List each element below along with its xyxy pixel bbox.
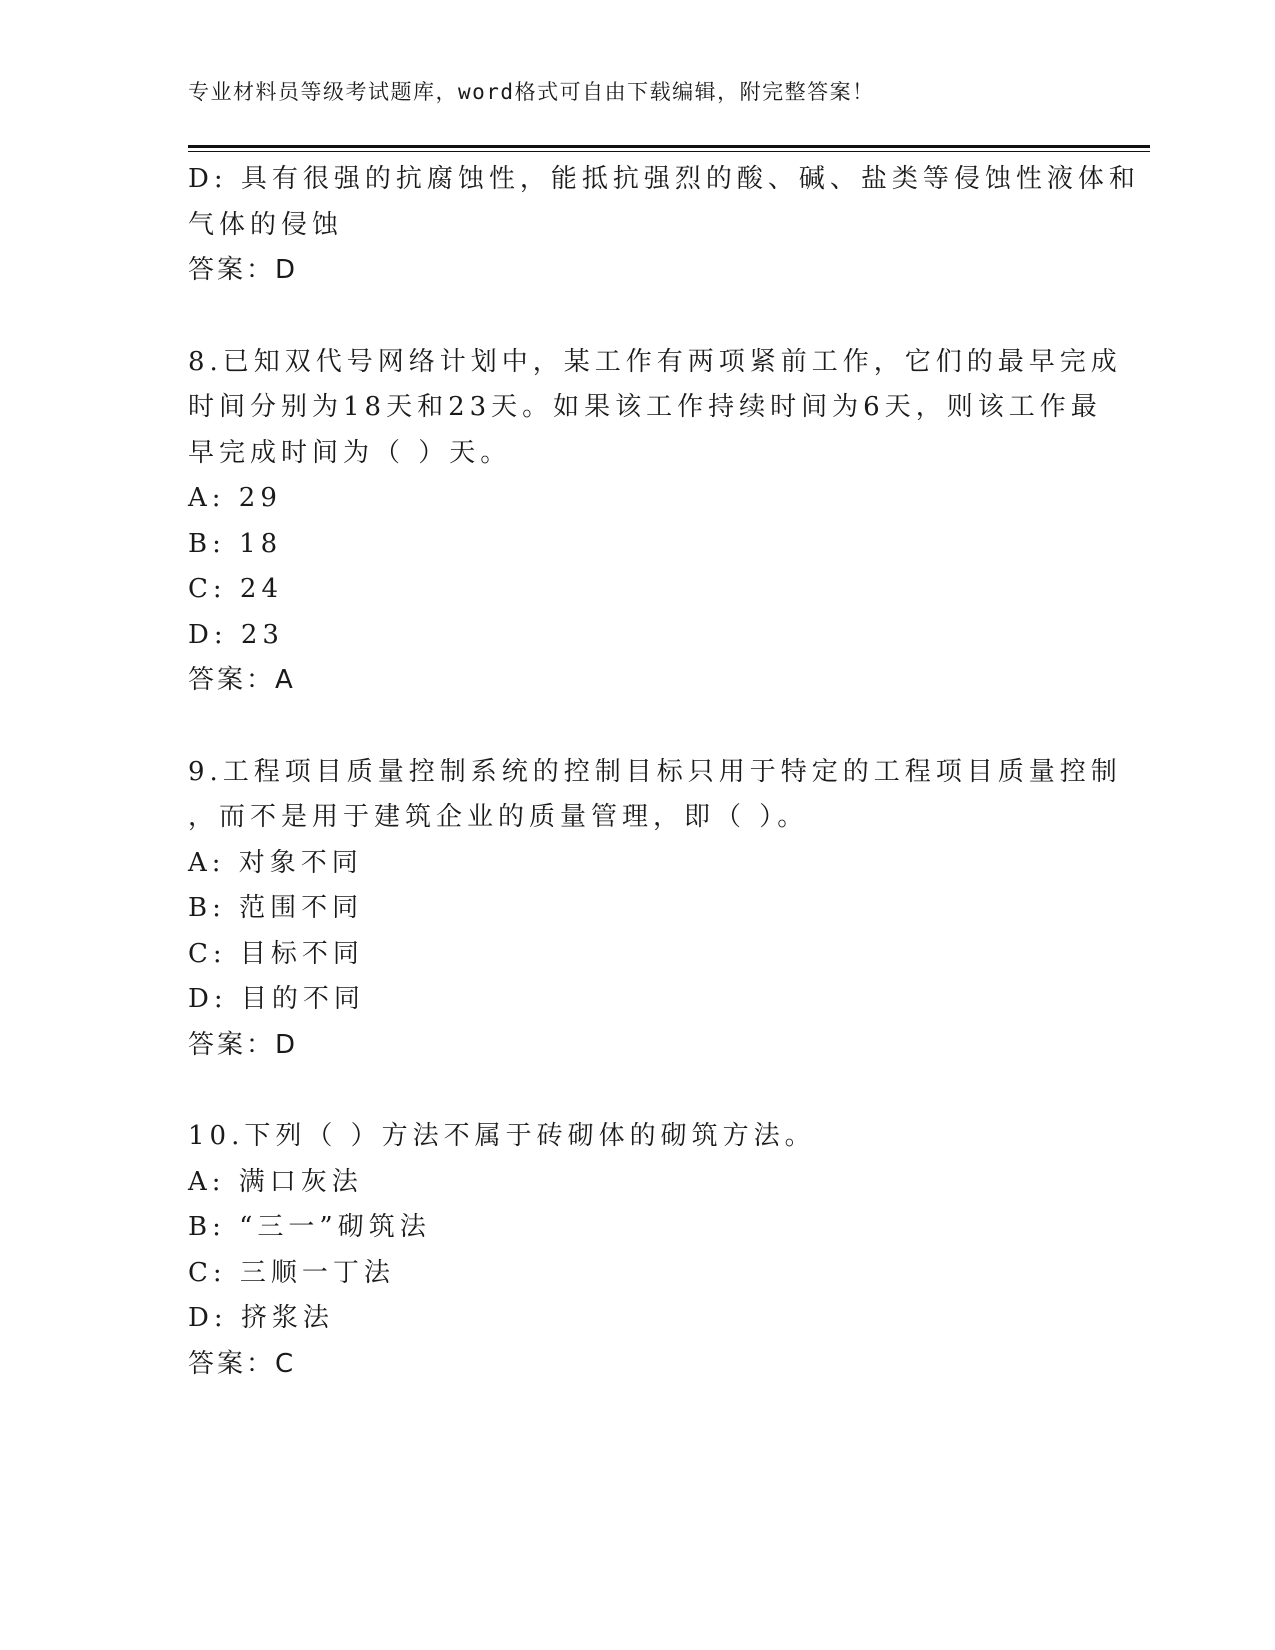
answer-label: 答案：A xyxy=(188,665,296,695)
option-d: D: 目的不同 xyxy=(188,984,365,1014)
answer-label: 答案：D xyxy=(188,1029,299,1060)
option-d: D: 具有很强的抗腐蚀性，能抵抗强烈的酸、碱、盐类等侵蚀性液体和 xyxy=(188,164,1140,194)
question-text: 早完成时间为（ ）天。 xyxy=(188,437,512,468)
header-rule-thin xyxy=(188,151,1150,152)
option-a: A: 对象不同 xyxy=(188,847,363,878)
question-block-9 xyxy=(188,750,1122,1069)
question-text: 8.已知双代号网络计划中，某工作有两项紧前工作，它们的最早完成 xyxy=(188,346,1122,377)
option-d-continued: 气体的侵蚀 xyxy=(188,209,344,240)
option-c: C: 目标不同 xyxy=(188,938,364,969)
option-c: C: 三顺一丁法 xyxy=(188,1257,395,1288)
question-block-7 xyxy=(188,157,1140,294)
question-text: ，而不是用于建筑企业的质量管理，即（ ）。 xyxy=(188,802,809,832)
option-b: B: 范围不同 xyxy=(188,893,364,923)
question-text: 10.下列（ ）方法不属于砖砌体的砌筑方法。 xyxy=(188,1121,816,1151)
option-b: B: “三一”砌筑法 xyxy=(188,1212,431,1242)
option-b: B: 18 xyxy=(188,528,283,559)
option-d: D: 23 xyxy=(188,619,284,650)
question-block-8 xyxy=(188,340,1122,704)
answer-label: 答案：D xyxy=(188,255,299,285)
question-content xyxy=(188,157,1140,1387)
question-text: 9.工程项目质量控制系统的控制目标只用于特定的工程项目质量控制 xyxy=(188,756,1122,787)
option-a: A: 29 xyxy=(188,483,282,513)
page-header: 专业材料员等级考试题库，word格式可自由下载编辑，附完整答案！ xyxy=(188,80,875,104)
option-c: C: 24 xyxy=(188,574,284,604)
question-text: 时间分别为18天和23天。如果该工作持续时间为6天，则该工作最 xyxy=(188,392,1102,422)
answer-label: 答案：C xyxy=(188,1348,297,1379)
option-d: D: 挤浆法 xyxy=(188,1303,334,1333)
option-a: A: 满口灰法 xyxy=(188,1166,363,1197)
question-block-10 xyxy=(188,1114,1088,1387)
header-rule-thick xyxy=(188,145,1150,148)
